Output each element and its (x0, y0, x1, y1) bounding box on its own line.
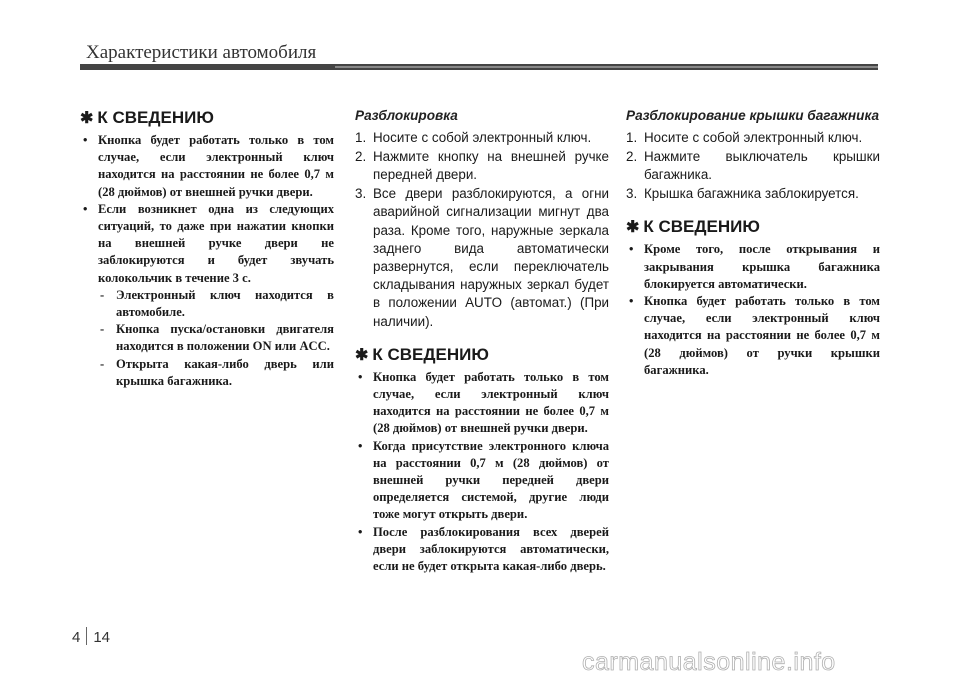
sub-list-item: - Электронный ключ находится в автомобиле. (100, 287, 334, 320)
list-item: • Кнопка будет работать только в том случае, если электронный ключ находится на расстоянии не более 0,7 м (28 дюймов) от внешней ручки двери. (358, 369, 609, 436)
caution-title: К СВЕДЕНИЮ (372, 344, 489, 364)
trunk-steps (626, 129, 880, 204)
bullet-icon: • (358, 438, 363, 453)
unlock-steps (355, 129, 609, 331)
step-item: 2. Нажмите кнопку на внешней ручке передней двери. (355, 148, 609, 182)
caution-heading (80, 108, 334, 128)
sub-list-item: - Открыта какая-либо дверь или крышка багажника. (100, 356, 334, 388)
bullet-icon: • (629, 242, 634, 257)
step-item: 1. Носите с собой электронный ключ. (626, 129, 863, 145)
step-item: 1. Носите с собой электронный ключ. (355, 129, 592, 145)
list-item: • Когда присутствие электронного ключа на расстоянии 0,7 м (28 дюймов) от внешней ручки передней двери определяется системой, другие люди тоже могут открыть двери. (358, 438, 609, 522)
list-item: • Кнопка будет работать только в том случае, если электронный ключ находится на расстоянии не более 0,7 м (28 дюймов) от внешней ручки двери. (83, 133, 334, 199)
caution-title: К СВЕДЕНИЮ (643, 217, 760, 237)
bullet-icon: • (83, 133, 88, 147)
bullet-icon: • (83, 201, 88, 216)
list-item: • После разблокирования всех дверей двери заблокируются автоматически, если не будет открыта какая-либо дверь. (358, 524, 609, 573)
page-number-value: 14 (93, 629, 111, 646)
section-heading-trunk: Разблокирование крышки багажника (626, 108, 880, 123)
chapter-number: 4 (72, 629, 81, 646)
caution-title: К СВЕДЕНИЮ (97, 108, 214, 127)
column-middle (355, 108, 609, 575)
column-right (626, 108, 880, 379)
caution-star-icon: ✱ (80, 110, 94, 127)
caution-star-icon: ✱ (355, 346, 369, 364)
bullet-icon: • (358, 524, 363, 539)
watermark: carmanualsonline.info (582, 648, 836, 676)
caution-list (80, 132, 334, 390)
bullet-icon: • (629, 293, 634, 308)
caution-list (626, 241, 880, 379)
step-item: 2. Нажмите выключатель крышки багажника. (626, 148, 880, 182)
sub-list (98, 287, 334, 390)
page-separator (86, 627, 87, 645)
header-rule (80, 64, 878, 70)
header-title: Характеристики автомобиля (86, 42, 317, 63)
caution-heading (626, 217, 880, 237)
list-item: • Если возникнет одна из следующих ситуаций, то даже при нажатии кнопки на внешней ручке двери не заблокируются и будет звучать колокольчик в течение 3 с. - Электронный ключ находится в автомобиле. - Кнопка пуска/остановки двигателя находится в положении ON или ACC. - Открыта какая-либо дверь или крышка багажника. (80, 201, 334, 390)
caution-heading (355, 345, 609, 365)
sub-list-item: - Кнопка пуска/остановки двигателя находится в положении ON или ACC. (100, 322, 334, 354)
bullet-icon: • (358, 369, 363, 384)
caution-list (355, 369, 609, 575)
step-item: 3. Крышка багажника заблокируется. (626, 186, 859, 202)
caution-star-icon: ✱ (626, 219, 640, 237)
step-item: 3. Все двери разблокируются, а огни аварийной сигнализации мигнут два раза. Кроме того, наружные зеркала заднего вида автоматически развернутся, если переключатель складывания наружных зеркал будет в положении AUTO (автомат.) (При наличии). (355, 186, 609, 329)
list-item: • Кроме того, после открывания и закрывания крышка багажника блокируется автоматически. (629, 242, 880, 291)
list-item: • Кнопка будет работать только в том случае, если электронный ключ находится на расстоянии не более 0,7 м (28 дюймов) от ручки крышки багажника. (629, 293, 880, 377)
section-heading-unlock: Разблокировка (355, 108, 458, 123)
column-left (80, 108, 334, 390)
page-number (72, 627, 110, 646)
